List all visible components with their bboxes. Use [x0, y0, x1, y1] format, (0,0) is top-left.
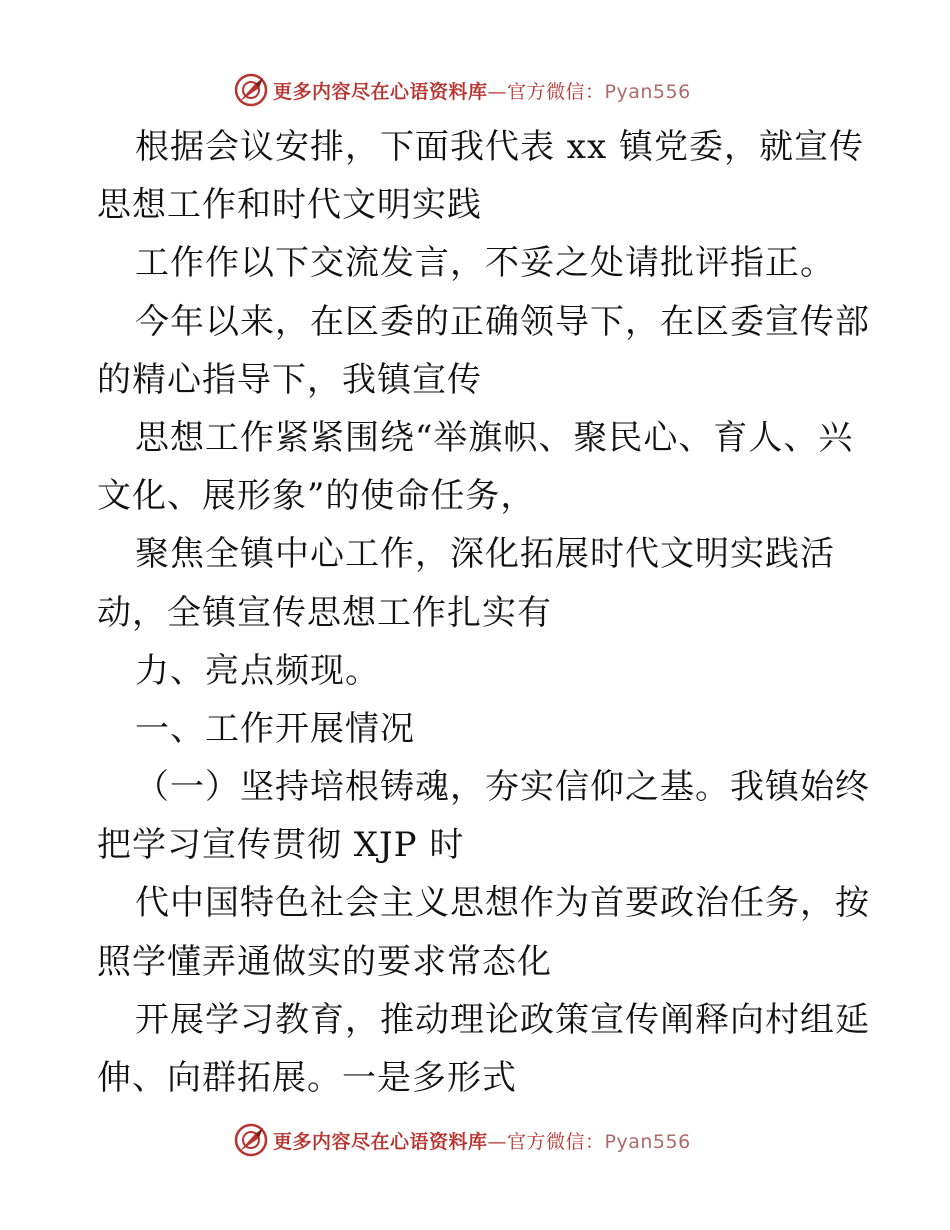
- text-line: （一）坚持培根铸魂，夯实信仰之基。我镇始终: [135, 767, 870, 808]
- header-watermark-banner: [233, 70, 713, 110]
- banner-wechat-label: 官方微信：: [507, 80, 605, 103]
- library-logo-icon: [233, 1122, 269, 1158]
- banner-wechat-id: Pyan556: [604, 80, 691, 103]
- text-line: 伸、向群拓展。一是多形式: [97, 1058, 517, 1098]
- text-line: 代中国特色社会主义思想作为首要政治任务，按: [135, 883, 870, 924]
- document-body: [97, 118, 870, 1107]
- text-line: 力、亮点频现。: [135, 650, 380, 691]
- text-line: 动，全镇宣传思想工作扎实有: [97, 592, 552, 633]
- text-line: 聚焦全镇中心工作，深化拓展时代文明实践活: [135, 534, 835, 575]
- text-line: 根据会议安排，下面我代表 xx 镇党委，就宣传: [135, 127, 864, 167]
- text-line: 工作作以下交流发言，不妥之处请批评指正。: [135, 243, 835, 284]
- banner-separator: —: [487, 80, 508, 103]
- text-line: 思想工作紧紧围绕“举旗帜、聚民心、育人、兴: [135, 417, 854, 458]
- text-line: 思想工作和时代文明实践: [97, 185, 482, 226]
- section-heading: 一、工作开展情况: [135, 708, 415, 749]
- text-line: 今年以来，在区委的正确领导下，在区委宣传部: [135, 301, 870, 342]
- banner-main-text: 更多内容尽在心语资料库: [273, 80, 488, 103]
- text-line: 开展学习教育，推动理论政策宣传阐释向村组延: [135, 999, 870, 1040]
- footer-watermark-banner: [233, 1120, 713, 1160]
- text-line: 文化、展形象”的使命任务，: [97, 476, 536, 517]
- text-line: 照学懂弄通做实的要求常态化: [97, 941, 552, 982]
- banner-wechat-id: Pyan556: [604, 1130, 691, 1153]
- banner-separator: —: [487, 1130, 508, 1153]
- text-line: 把学习宣传贯彻 XJP 时: [97, 825, 465, 866]
- library-logo-icon: [233, 72, 269, 108]
- text-line: 的精心指导下，我镇宣传: [97, 359, 482, 400]
- banner-main-text: 更多内容尽在心语资料库: [273, 1130, 488, 1153]
- banner-wechat-label: 官方微信：: [507, 1130, 605, 1153]
